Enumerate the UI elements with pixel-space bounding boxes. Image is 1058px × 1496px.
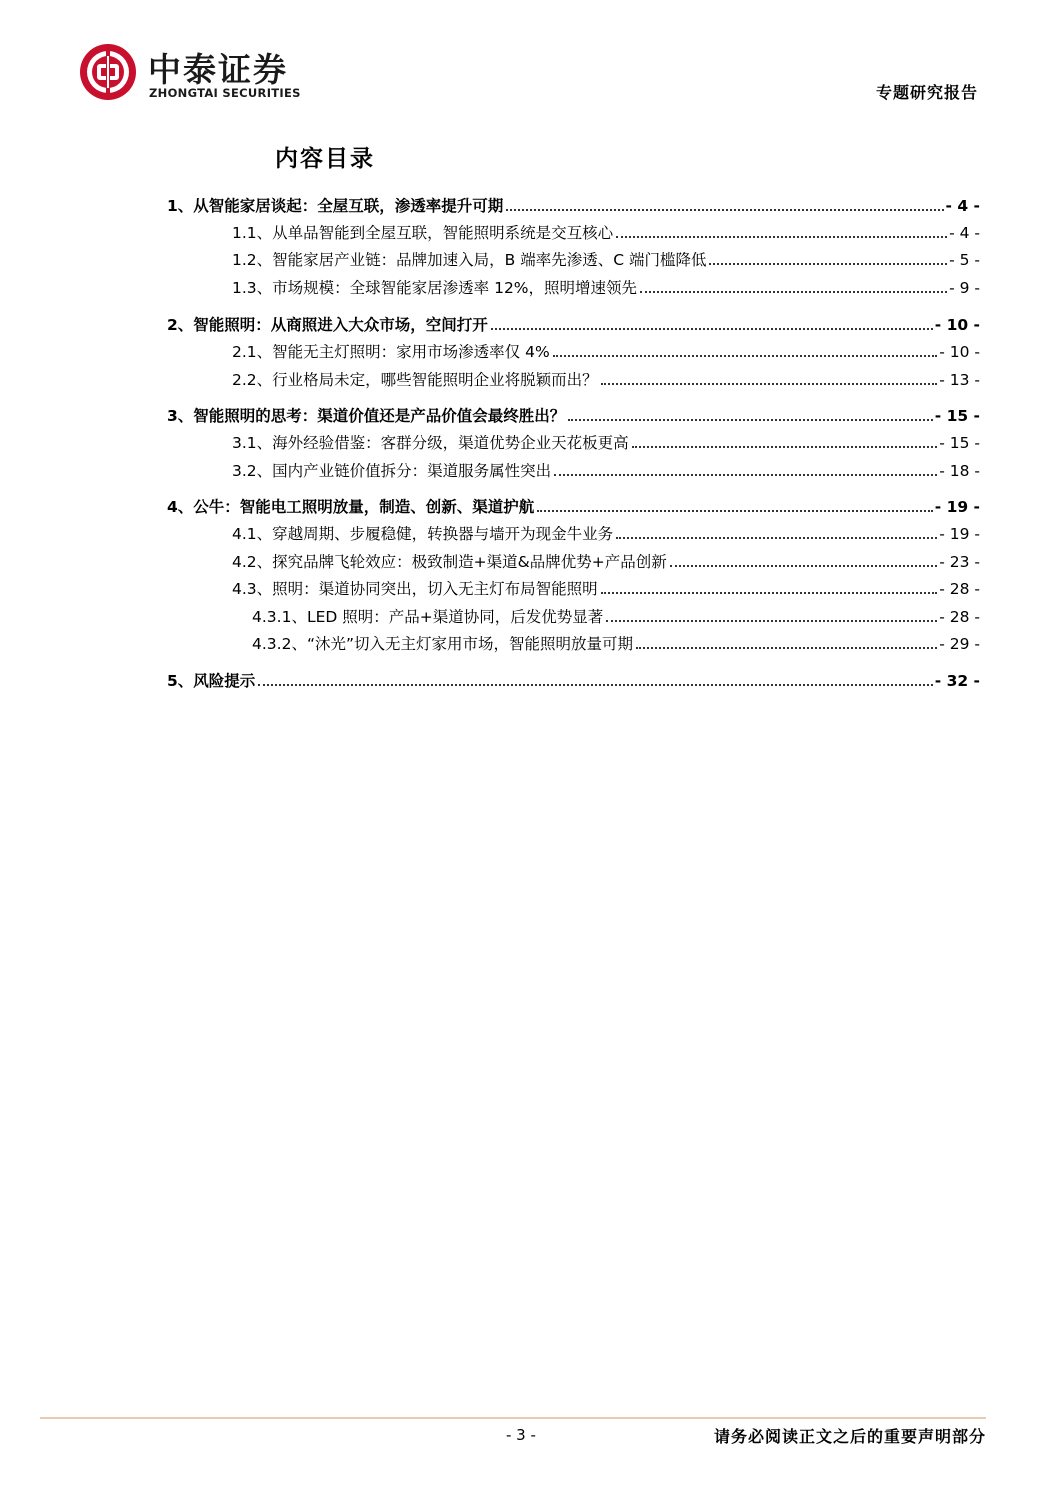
toc-entry[interactable] <box>167 402 980 426</box>
toc-entry[interactable] <box>232 575 980 599</box>
dot-leader <box>616 537 937 539</box>
toc-entry[interactable] <box>167 192 980 216</box>
toc-entry-page: - 15 - <box>939 434 980 452</box>
toc-entry[interactable] <box>232 246 980 270</box>
dot-leader <box>632 446 938 448</box>
dot-leader <box>554 474 937 476</box>
toc-entry-title: 3、智能照明的思考：渠道价值还是产品价值会最终胜出？ <box>167 407 566 425</box>
footer-disclaimer: 请务必阅读正文之后的重要声明部分 <box>713 1427 986 1446</box>
dot-leader <box>636 647 937 649</box>
toc-entry-title: 4、公牛：智能电工照明放量，制造、创新、渠道护航 <box>167 498 535 516</box>
dot-leader <box>606 620 937 622</box>
toc-entry-page: - 19 - <box>939 525 980 543</box>
toc-entry[interactable] <box>232 366 980 390</box>
toc-entry[interactable] <box>167 311 980 335</box>
dot-leader <box>553 355 938 357</box>
toc-entry[interactable] <box>252 603 980 627</box>
toc-entry[interactable] <box>232 219 980 243</box>
dot-leader <box>601 383 938 385</box>
toc-entry[interactable] <box>232 274 980 298</box>
toc-entry[interactable] <box>252 630 980 654</box>
toc-entry[interactable] <box>232 338 980 362</box>
toc-entry[interactable] <box>167 493 980 517</box>
page-header <box>0 0 1058 120</box>
toc-entry-title: 3.1、海外经验借鉴：客群分级，渠道优势企业天花板更高 <box>232 434 629 452</box>
dot-leader <box>568 419 932 421</box>
toc-entry[interactable] <box>232 457 980 481</box>
toc-entry[interactable] <box>232 520 980 544</box>
toc-entry-title: 4.3.2、“沐光”切入无主灯家用市场，智能照明放量可期 <box>252 635 634 653</box>
toc-entry-page: - 32 - <box>934 672 980 690</box>
dot-leader <box>616 236 947 238</box>
toc-entry-page: - 23 - <box>939 553 980 571</box>
toc-entry-page: - 10 - <box>934 316 980 334</box>
dot-leader <box>670 565 938 567</box>
footer-divider <box>40 1417 986 1419</box>
report-type-label: 专题研究报告 <box>875 83 978 102</box>
toc-entry-page: - 19 - <box>934 498 980 516</box>
toc-entry-page: - 28 - <box>939 580 980 598</box>
page-number: - 3 - <box>506 1426 536 1444</box>
toc-entry-page: - 13 - <box>939 371 980 389</box>
toc-entry-title: 5、风险提示 <box>167 672 256 690</box>
logo-chinese-name: 中泰证券 <box>148 50 288 89</box>
toc-entry-page: - 4 - <box>945 197 980 215</box>
toc-entry-title: 1.2、智能家居产业链：品牌加速入局，B 端率先渗透、C 端门槛降低 <box>232 251 707 269</box>
toc-entry-page: - 28 - <box>939 608 980 626</box>
dot-leader <box>537 510 932 512</box>
toc-entry-page: - 5 - <box>949 251 980 269</box>
toc-entry[interactable] <box>232 429 980 453</box>
toc-entry[interactable] <box>232 548 980 572</box>
toc-title: 内容目录 <box>275 146 375 172</box>
toc-entry-title: 2.1、智能无主灯照明：家用市场渗透率仅 4% <box>232 343 550 361</box>
toc-entry-title: 4.3、照明：渠道协同突出，切入无主灯布局智能照明 <box>232 580 598 598</box>
dot-leader <box>601 592 938 594</box>
toc-entry-title: 2、智能照明：从商照进入大众市场，空间打开 <box>167 316 488 334</box>
toc-entry-title: 4.3.1、LED 照明：产品+渠道协同，后发优势显著 <box>252 608 604 626</box>
toc-entry-page: - 9 - <box>949 279 980 297</box>
toc-entry-page: - 10 - <box>939 343 980 361</box>
toc-entry-page: - 15 - <box>934 407 980 425</box>
dot-leader <box>640 291 947 293</box>
dot-leader <box>491 328 933 330</box>
toc-entry-title: 3.2、国内产业链价值拆分：渠道服务属性突出 <box>232 462 552 480</box>
toc-entry[interactable] <box>167 667 980 691</box>
toc-entry-title: 2.2、行业格局未定，哪些智能照明企业将脱颖而出？ <box>232 371 598 389</box>
toc-entry-page: - 29 - <box>939 635 980 653</box>
dot-leader <box>506 209 943 211</box>
toc-entry-title: 1.1、从单品智能到全屋互联，智能照明系统是交互核心 <box>232 224 614 242</box>
toc-entry-title: 1.3、市场规模：全球智能家居渗透率 12%，照明增速领先 <box>232 279 638 297</box>
logo-english-name: ZHONGTAI SECURITIES <box>149 86 301 100</box>
toc-entry-page: - 4 - <box>949 224 980 242</box>
dot-leader <box>709 263 947 265</box>
toc-entry-title: 1、从智能家居谈起：全屋互联，渗透率提升可期 <box>167 197 504 215</box>
zhongtai-logo-icon <box>78 42 138 102</box>
toc-entry-title: 4.1、穿越周期、步履稳健，转换器与墙开为现金牛业务 <box>232 525 614 543</box>
dot-leader <box>258 684 932 686</box>
toc-entry-page: - 18 - <box>939 462 980 480</box>
toc-entry-title: 4.2、探究品牌飞轮效应：极致制造+渠道&品牌优势+产品创新 <box>232 553 667 571</box>
